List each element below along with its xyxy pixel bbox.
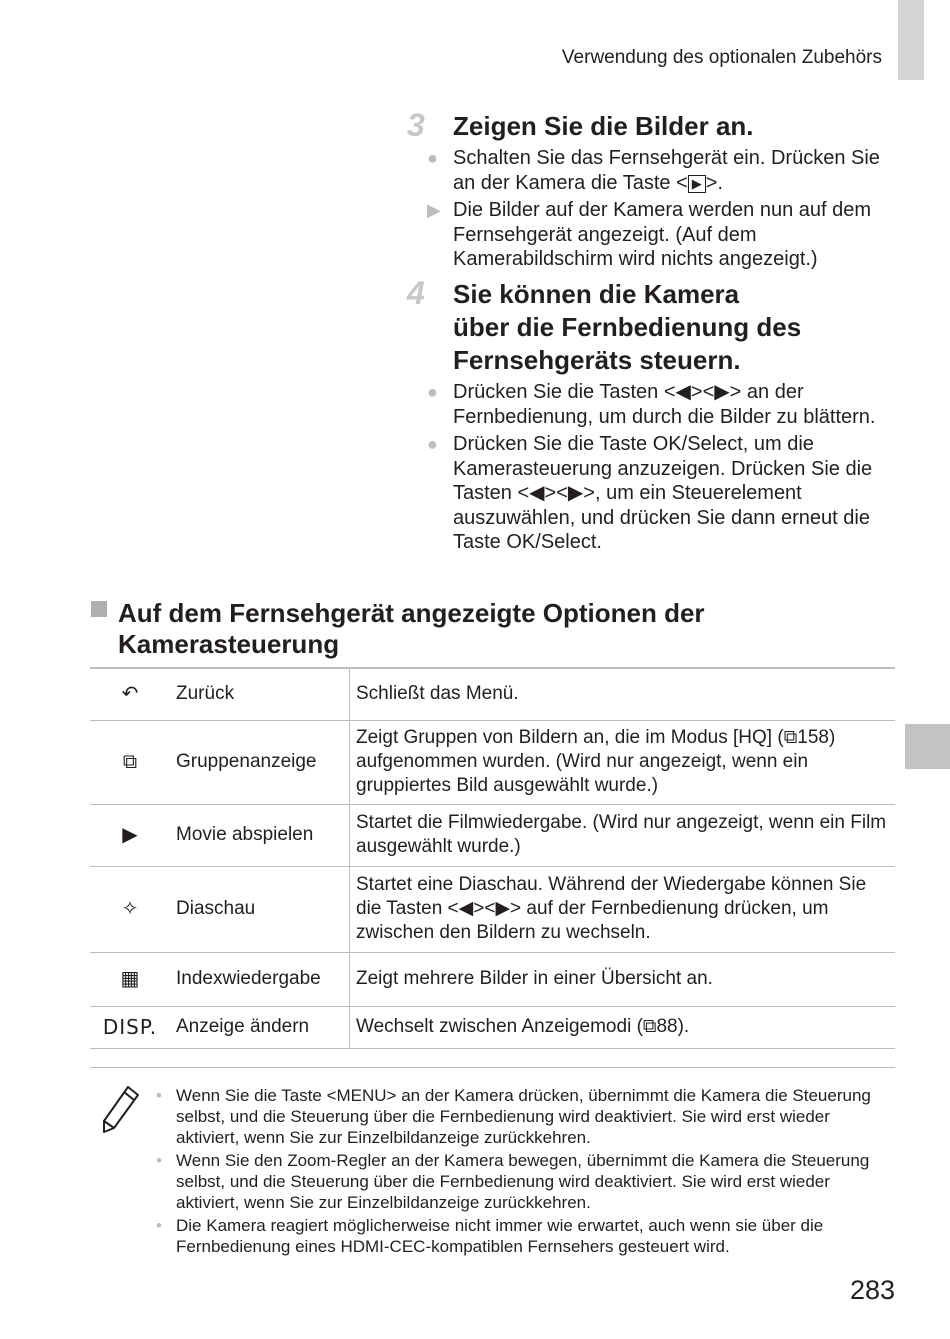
- table-row: [90, 866, 895, 952]
- bullet-dot-icon: •: [156, 1216, 162, 1235]
- page-number: 283: [849, 1275, 895, 1305]
- option-description: Schließt das Menü.: [350, 668, 896, 720]
- note-item: • Wenn Sie den Zoom-Regler an der Kamera bewegen, übernimmt die Kamera die Steuerung selbst, und die Steuerung über die Fernbedienung wird deaktiviert. Sie wird erst wieder aktiviert, wenn Sie zur Einzelbildanzeige zurückkehren.: [156, 1151, 870, 1212]
- running-header: Verwendung des optionalen Zubehörs: [561, 47, 882, 68]
- step-title: Zeigen Sie die Bilder an.: [453, 111, 754, 141]
- chapter-tab-top: [898, 0, 924, 80]
- bullet-dot-icon: •: [156, 1086, 162, 1105]
- back-icon: ↶: [90, 668, 170, 720]
- note-item: • Die Kamera reagiert möglicherweise nicht immer wie erwartet, auch wenn sie über die Fernbedienung eines HDMI-CEC-kompatiblen Fernsehers gesteuert wird.: [156, 1216, 824, 1256]
- bullet-dot-icon: ●: [427, 434, 438, 454]
- section-heading: [90, 598, 890, 660]
- step-bullet: ● Drücken Sie die Tasten <◀><▶> an der Fernbedienung, um durch die Bilder zu blättern.: [427, 381, 876, 428]
- chapter-tab-side: [905, 724, 950, 769]
- option-name: Movie abspielen: [170, 804, 350, 866]
- table-row: [90, 804, 895, 866]
- note-divider: [90, 1067, 895, 1068]
- option-description: Zeigt mehrere Bilder in einer Übersicht an.: [350, 952, 896, 1006]
- bullet-dot-icon: ●: [427, 148, 438, 168]
- option-description: Zeigt Gruppen von Bildern an, die im Modus [HQ] (⧉158) aufgenommen wurden. (Wird nur angezeigt, wenn ein gruppiertes Bild ausgewählt wurde.): [350, 720, 896, 804]
- slideshow-icon: ✧: [90, 866, 170, 952]
- section-square-icon: [91, 601, 107, 617]
- table-row: [90, 668, 895, 720]
- step-number: 4: [407, 275, 425, 311]
- step-4: [405, 275, 895, 555]
- step-number: 3: [407, 107, 425, 143]
- step-result: ▶ Die Bilder auf der Kamera werden nun auf dem Fernsehgerät angezeigt. (Auf dem Kamerabildschirm wird nichts angezeigt.): [427, 199, 872, 270]
- step-title: Sie können die Kamera über die Fernbedienung des Fernsehgeräts steuern.: [453, 279, 802, 375]
- option-description: Wechselt zwischen Anzeigemodi (⧉88).: [350, 1006, 896, 1048]
- bullet-dot-icon: ●: [427, 382, 438, 402]
- disp-icon: DISP.: [90, 1006, 170, 1048]
- notes-list: [154, 1085, 884, 1259]
- step-bullet: ● Drücken Sie die Taste OK/Select, um die Kamerasteuerung anzuzeigen. Drücken Sie die Tasten <◀><▶>, um ein Steuerelement auszuwählen, und drücken Sie dann erneut die Taste OK/Select.: [427, 433, 873, 553]
- step-bullet: ● Schalten Sie das Fernsehgerät ein. Drücken Sie an der Kamera die Taste < ▶ >.: [427, 147, 880, 194]
- step-3: [405, 107, 895, 272]
- option-description: Startet die Filmwiedergabe. (Wird nur angezeigt, wenn ein Film ausgewählt wurde.): [350, 804, 896, 866]
- option-name: Indexwiedergabe: [170, 952, 350, 1006]
- note-item: • Wenn Sie die Taste <MENU> an der Kamera drücken, übernimmt die Kamera die Steuerung selbst, und die Steuerung über die Fernbedienung wird deaktiviert. Sie wird erst wieder aktiviert, wenn Sie zur Einzelbildanzeige zurückkehren.: [156, 1086, 871, 1147]
- option-name: Zurück: [170, 668, 350, 720]
- option-name: Gruppenanzeige: [170, 720, 350, 804]
- pencil-icon: [98, 1084, 142, 1136]
- option-name: Diaschau: [170, 866, 350, 952]
- table-row: [90, 720, 895, 804]
- group-display-icon: ⧉: [90, 720, 170, 804]
- play-key-icon: ▶: [688, 175, 706, 193]
- index-grid-icon: ▦: [90, 952, 170, 1006]
- option-description: Startet eine Diaschau. Während der Wiedergabe können Sie die Tasten <◀><▶> auf der Fernbedienung drücken, um zwischen den Bildern zu wechseln.: [350, 866, 896, 952]
- camera-control-options-table: [90, 667, 895, 1049]
- section-title: Auf dem Fernsehgerät angezeigte Optionen der Kamerasteuerung: [118, 598, 705, 659]
- result-arrow-icon: ▶: [427, 200, 441, 220]
- table-row: [90, 1006, 895, 1048]
- option-name: Anzeige ändern: [170, 1006, 350, 1048]
- bullet-dot-icon: •: [156, 1151, 162, 1170]
- play-icon: ▶: [90, 804, 170, 866]
- table-row: [90, 952, 895, 1006]
